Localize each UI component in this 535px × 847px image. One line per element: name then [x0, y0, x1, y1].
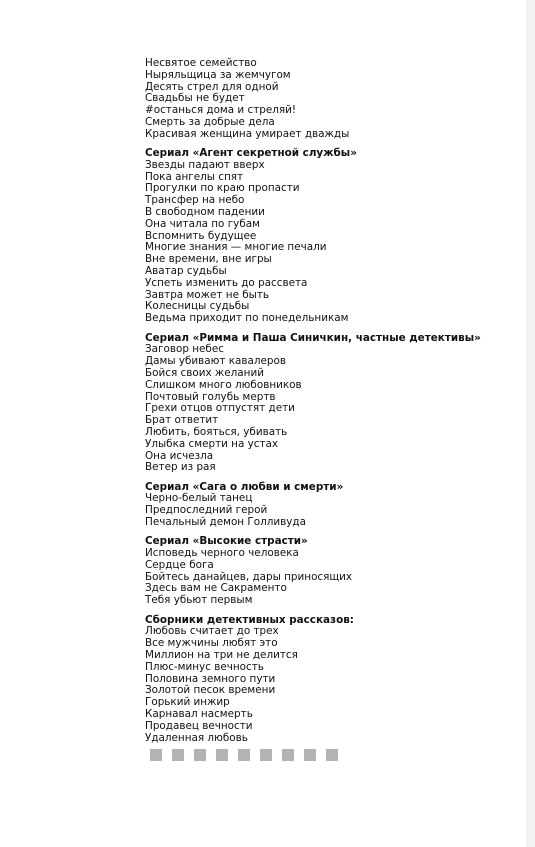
book-title: Смерть за добрые дела — [145, 115, 275, 128]
book-title: В свободном падении — [145, 206, 265, 219]
book-title: Звезды падают вверх — [145, 158, 265, 171]
book-title: Успеть изменить до рассвета — [145, 276, 308, 289]
book-title: Любить, бояться, убивать — [145, 425, 288, 438]
book-title: Предпоследний герой — [145, 504, 268, 517]
ornament-square — [216, 749, 228, 761]
book-title: Многие знания — многие печали — [145, 241, 327, 254]
book-title: Печальный демон Голливуда — [145, 515, 306, 528]
book-title: Ветер из рая — [145, 461, 216, 474]
book-title: Свадьбы не будет — [145, 92, 245, 105]
book-title: Почтовый голубь мертв — [145, 390, 276, 403]
book-title: Продавец вечности — [145, 719, 253, 732]
book-title: Завтра может не быть — [145, 288, 270, 301]
book-title: Золотой песок времени — [145, 684, 276, 697]
book-title: Все мужчины любят это — [145, 637, 278, 650]
book-title: #останься дома и стреляй! — [145, 104, 297, 117]
book-title: Десять стрел для одной — [145, 80, 279, 93]
ornament-square — [172, 749, 184, 761]
section-heading: Сериал «Высокие страсти» — [145, 535, 308, 548]
ornament-square — [238, 749, 250, 761]
book-title: Аватар судьбы — [145, 265, 227, 278]
ornament-square — [260, 749, 272, 761]
book-title: Заговор небес — [145, 343, 224, 356]
book-title: Удаленная любовь — [145, 731, 248, 744]
book-title: Брат ответит — [145, 414, 219, 427]
book-title: Дамы убивают кавалеров — [145, 355, 286, 368]
page-edge — [526, 0, 535, 847]
ornament-square — [150, 749, 162, 761]
book-title: Любовь считает до трех — [145, 625, 279, 638]
book-title: Красивая женщина умирает дважды — [145, 127, 350, 140]
section-heading: Сборники детективных рассказов: — [145, 613, 354, 626]
book-title: Вспомнить будущее — [145, 229, 257, 242]
book-title: Ныряльщица за жемчугом — [145, 68, 291, 81]
book-title: Прогулки по краю пропасти — [145, 182, 300, 195]
book-title: Бойтесь данайцев, дары приносящих — [145, 570, 353, 583]
book-title: Исповедь черного человека — [145, 547, 299, 560]
book-title: Плюс-минус вечность — [145, 660, 264, 673]
book-title: Пока ангелы спят — [145, 170, 244, 183]
book-title: Бойся своих желаний — [145, 366, 264, 379]
section-heading: Сериал «Агент секретной службы» — [145, 147, 357, 160]
book-title: Сердце бога — [145, 558, 214, 571]
ornament-square — [304, 749, 316, 761]
book-title: Улыбка смерти на устах — [145, 437, 279, 450]
book-title: Трансфер на небо — [145, 194, 245, 207]
book-title: Она читала по губам — [145, 217, 260, 230]
book-title: Несвятое семейство — [145, 57, 257, 69]
book-title: Горький инжир — [145, 696, 230, 709]
book-title: Грехи отцов отпустят дети — [145, 402, 295, 415]
book-title: Ведьма приходит по понедельникам — [145, 312, 349, 325]
book-title: Слишком много любовников — [145, 378, 302, 391]
section-heading: Сериал «Сага о любви и смерти» — [145, 480, 344, 493]
decorative-square-row — [150, 749, 338, 761]
book-title: Колесницы судьбы — [145, 300, 250, 313]
ornament-square — [194, 749, 206, 761]
book-title: Половина земного пути — [145, 672, 276, 685]
book-list — [145, 58, 525, 744]
book-title: Здесь вам не Сакраменто — [145, 582, 287, 595]
book-title: Тебя убьют первым — [145, 594, 253, 607]
book-title: Карнавал насмерть — [145, 707, 253, 720]
book-title: Она исчезла — [145, 449, 214, 462]
ornament-square — [326, 749, 338, 761]
book-title: Вне времени, вне игры — [145, 253, 272, 266]
book-title: Черно-белый танец — [145, 492, 253, 505]
section-heading: Сериал «Римма и Паша Синичкин, частные детективы» — [145, 331, 481, 344]
book-title: Миллион на три не делится — [145, 648, 298, 661]
ornament-square — [282, 749, 294, 761]
